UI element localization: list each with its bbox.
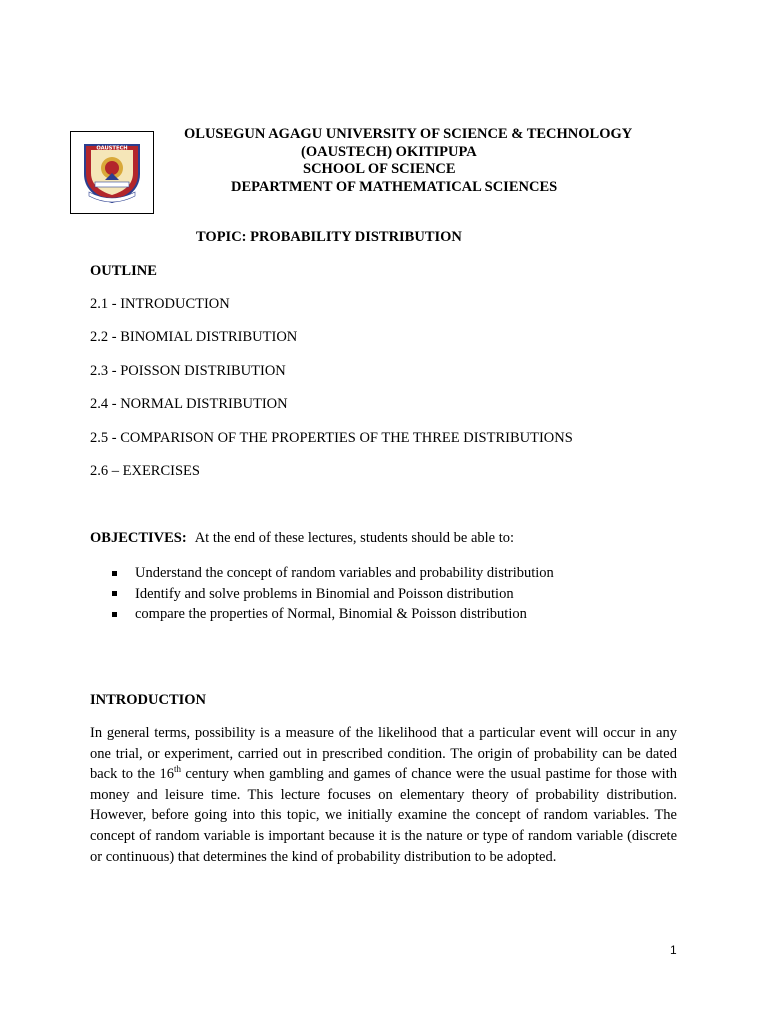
school-name: SCHOOL OF SCIENCE — [303, 161, 456, 177]
list-item — [112, 604, 554, 625]
university-logo — [70, 131, 154, 214]
university-location: (OAUSTECH) OKITIPUPA — [301, 143, 477, 160]
svg-text:OAUSTECH: OAUSTECH — [96, 145, 128, 151]
introduction-heading: INTRODUCTION — [90, 692, 207, 708]
list-item — [112, 563, 554, 584]
list-item-text: Identify and solve problems in Binomial and Poisson distribution — [135, 585, 514, 602]
outline-item: 2.2 - BINOMIAL DISTRIBUTION — [90, 329, 298, 345]
objectives-list — [112, 563, 554, 625]
list-item — [112, 584, 554, 605]
outline-item: 2.5 - COMPARISON OF THE PROPERTIES OF THE THREE DISTRIBUTIONS — [90, 430, 573, 446]
outline-item: 2.1 - INTRODUCTION — [90, 296, 230, 312]
crest-icon — [79, 140, 145, 206]
introduction-paragraph — [90, 723, 677, 867]
intro-superscript: th — [173, 764, 181, 775]
outline-item: 2.3 - POISSON DISTRIBUTION — [90, 363, 286, 379]
objectives-paragraph — [90, 530, 514, 547]
objectives-text: At the end of these lectures, students should be able to: — [194, 530, 515, 546]
bullet-square-icon — [112, 612, 117, 617]
department-name: DEPARTMENT OF MATHEMATICAL SCIENCES — [231, 178, 558, 195]
bullet-square-icon — [112, 591, 117, 596]
outline-item: 2.6 – EXERCISES — [90, 463, 200, 479]
intro-text-part2: century when gambling and games of chance were the usual pastime for those with money and leisure time. This lecture focuses on elementary theory of probability distribution. However, before going into this topic, we initially examine the concept of random variables. The concept of random variable is important because it is the nature or type of random variable (discrete or continuous) that determines the kind of probability distribution to be adopted. — [90, 766, 677, 865]
bullet-square-icon — [112, 571, 117, 576]
outline-heading: OUTLINE — [90, 263, 157, 279]
objectives-label: OBJECTIVES: — [90, 530, 187, 546]
university-name: OLUSEGUN AGAGU UNIVERSITY OF SCIENCE & TECHNOLOGY — [184, 126, 633, 142]
intro-text-part1: In general terms, possibility is a measure of the likelihood that a particular event will occur in any one trial, or experiment, carried out in prescribed condition. The origin of probability can be dated back to the 16 — [90, 725, 677, 783]
topic-title: TOPIC: PROBABILITY DISTRIBUTION — [196, 229, 462, 245]
outline-item: 2.4 - NORMAL DISTRIBUTION — [90, 396, 288, 412]
list-item-text: compare the properties of Normal, Binomial & Poisson distribution — [135, 606, 527, 622]
list-item-text: Understand the concept of random variables and probability distribution — [135, 565, 554, 581]
page-number: 1 — [670, 943, 677, 957]
